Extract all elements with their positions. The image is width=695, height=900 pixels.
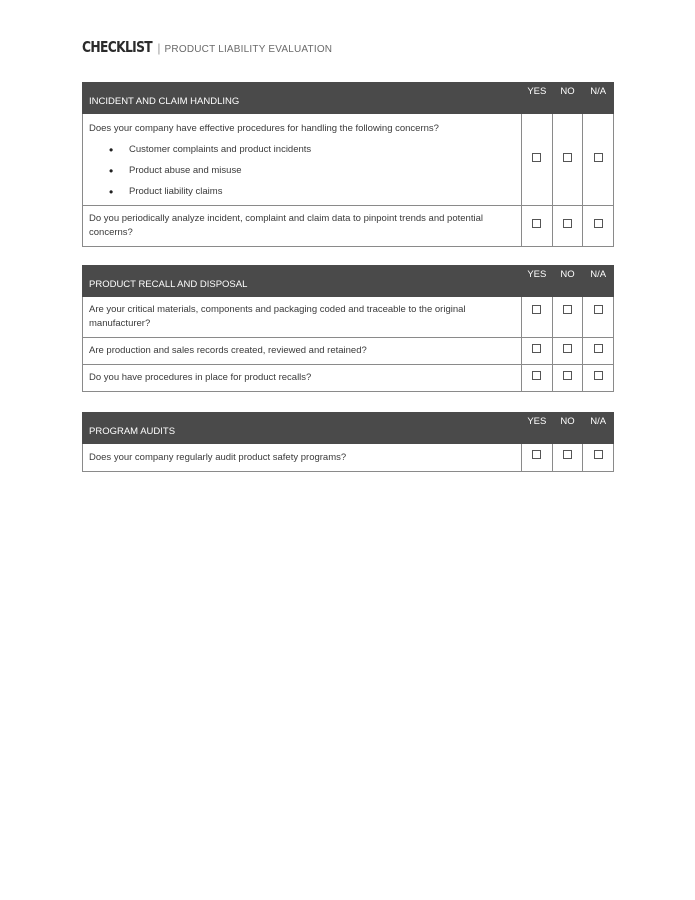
question-cell — [83, 365, 522, 392]
column-yes-header: YES — [522, 83, 553, 114]
table-row — [83, 338, 614, 365]
section-title: PROGRAM AUDITS — [83, 413, 522, 444]
na-checkbox[interactable] — [594, 219, 603, 228]
document-header — [82, 38, 332, 56]
yes-checkbox[interactable] — [532, 219, 541, 228]
concerns-list — [89, 143, 515, 199]
yes-cell — [522, 297, 553, 338]
column-no-header: NO — [552, 83, 583, 114]
na-checkbox[interactable] — [594, 153, 603, 162]
question-text: Does your company have effective procedures for handling the following concerns? — [89, 123, 439, 134]
question-cell — [83, 444, 522, 472]
list-item: • Customer complaints and product incidents — [89, 143, 515, 157]
yes-checkbox[interactable] — [532, 450, 541, 459]
question-text: Are your critical materials, components and packaging coded and traceable to the original manufacturer? — [89, 304, 466, 329]
na-checkbox[interactable] — [594, 450, 603, 459]
column-na-header: N/A — [583, 83, 614, 114]
question-text: Do you periodically analyze incident, complaint and claim data to pinpoint trends and potential concerns? — [89, 213, 483, 238]
question-cell — [83, 338, 522, 365]
no-cell — [552, 338, 583, 365]
list-item: • Product liability claims — [89, 185, 515, 199]
na-cell — [583, 206, 614, 247]
table-header-row — [83, 83, 614, 114]
yes-cell — [522, 338, 553, 365]
section-title: PRODUCT RECALL AND DISPOSAL — [83, 266, 522, 297]
question-cell — [83, 206, 522, 247]
header-separator: | — [157, 41, 161, 55]
question-text: Does your company regularly audit product safety programs? — [89, 451, 347, 463]
list-item: • Product abuse and misuse — [89, 164, 515, 178]
yes-checkbox[interactable] — [532, 153, 541, 162]
column-no-header: NO — [552, 266, 583, 297]
no-cell — [552, 114, 583, 206]
no-cell — [552, 444, 583, 472]
question-cell — [83, 297, 522, 338]
na-cell — [583, 338, 614, 365]
yes-cell — [522, 365, 553, 392]
yes-checkbox[interactable] — [532, 305, 541, 314]
no-cell — [552, 297, 583, 338]
no-checkbox[interactable] — [563, 371, 572, 380]
column-yes-header: YES — [522, 266, 553, 297]
na-cell — [583, 365, 614, 392]
column-no-header: NO — [552, 413, 583, 444]
document-subtitle: PRODUCT LIABILITY EVALUATION — [164, 44, 333, 55]
product-recall-disposal-table — [82, 265, 614, 392]
yes-checkbox[interactable] — [532, 371, 541, 380]
table-header-row — [83, 413, 614, 444]
no-cell — [552, 206, 583, 247]
program-audits-table — [82, 412, 614, 472]
no-checkbox[interactable] — [563, 450, 572, 459]
no-checkbox[interactable] — [563, 344, 572, 353]
brand-title: CHECKLIST — [82, 38, 153, 56]
no-checkbox[interactable] — [563, 153, 572, 162]
column-na-header: N/A — [583, 413, 614, 444]
no-cell — [552, 365, 583, 392]
table-row — [83, 365, 614, 392]
table-row — [83, 206, 614, 247]
incident-claim-handling-table — [82, 82, 614, 247]
no-checkbox[interactable] — [563, 305, 572, 314]
table-header-row — [83, 266, 614, 297]
yes-cell — [522, 444, 553, 472]
question-cell — [83, 114, 522, 206]
table-row — [83, 114, 614, 206]
no-checkbox[interactable] — [563, 219, 572, 228]
column-yes-header: YES — [522, 413, 553, 444]
yes-cell — [522, 206, 553, 247]
question-text: Do you have procedures in place for product recalls? — [89, 372, 312, 383]
na-cell — [583, 444, 614, 472]
table-row — [83, 297, 614, 338]
table-row — [83, 444, 614, 472]
section-title: INCIDENT AND CLAIM HANDLING — [83, 83, 522, 114]
na-checkbox[interactable] — [594, 305, 603, 314]
question-text: Are production and sales records created, reviewed and retained? — [89, 345, 367, 356]
na-checkbox[interactable] — [594, 344, 603, 353]
na-checkbox[interactable] — [594, 371, 603, 380]
yes-checkbox[interactable] — [532, 344, 541, 353]
na-cell — [583, 114, 614, 206]
na-cell — [583, 297, 614, 338]
column-na-header: N/A — [583, 266, 614, 297]
yes-cell — [522, 114, 553, 206]
